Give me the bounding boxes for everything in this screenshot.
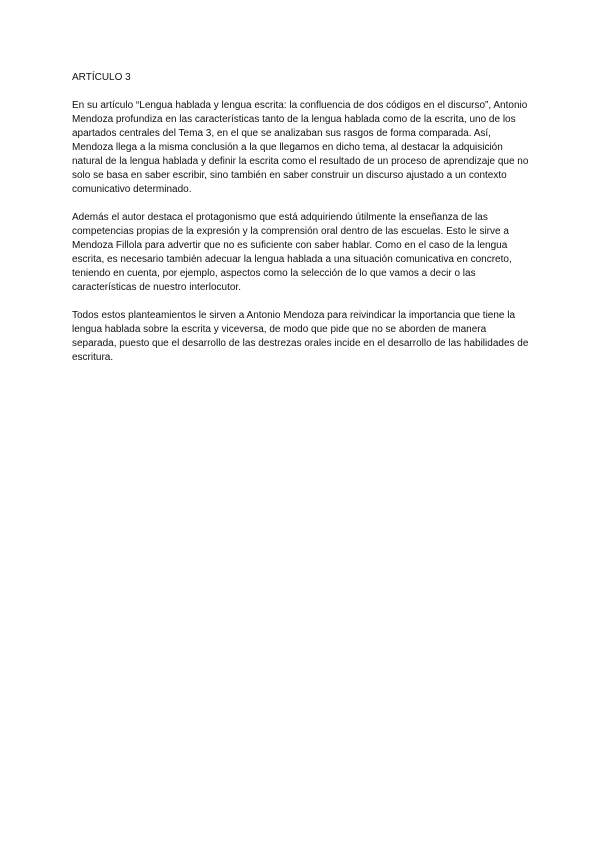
document-body <box>72 71 532 379</box>
paragraph-3: Todos estos planteamientos le sirven a Antonio Mendoza para reivindicar la importancia que tiene la lengua hablada sobre la escrita y viceversa, de modo que pide que no se aborden de manera separada, puesto que el desarrollo de las destrezas orales incide en el desarrollo de las habilidades de escritura. <box>72 310 529 363</box>
paragraph-2: Además el autor destaca el protagonismo que está adquiriendo útilmente la enseñanza de las competencias propias de la expresión y la comprensión oral dentro de las escuelas. Esto le sirve a Mendoza Fillola para advertir que no es suficiente con saber hablar. Como en el caso de la lengua escrita, es necesario también adecuar la lengua hablada a una situación comunicativa en concreto, teniendo en cuenta, por ejemplo, aspectos como la selección de lo que vamos a decir o las características de nuestro interlocutor. <box>72 212 512 293</box>
paragraph-1: En su artículo “Lengua hablada y lengua escrita: la confluencia de dos códigos en el discurso”, Antonio Mendoza profundiza en las características tanto de la lengua hablada como de la escrita, uno de los apartados centrales del Tema 3, en el que se analizaban sus rasgos de forma comparada. Así, Mendoza llega a la misma conclusión a la que llegamos en dicho tema, al destacar la adquisición natural de la lengua hablada y definir la escrita como el resultado de un proceso de aprendizaje que no solo se basa en saber escribir, sino también en saber construir un discurso ajustado a un contexto comunicativo determinado. <box>72 100 529 195</box>
article-heading: ARTÍCULO 3 <box>72 72 131 83</box>
